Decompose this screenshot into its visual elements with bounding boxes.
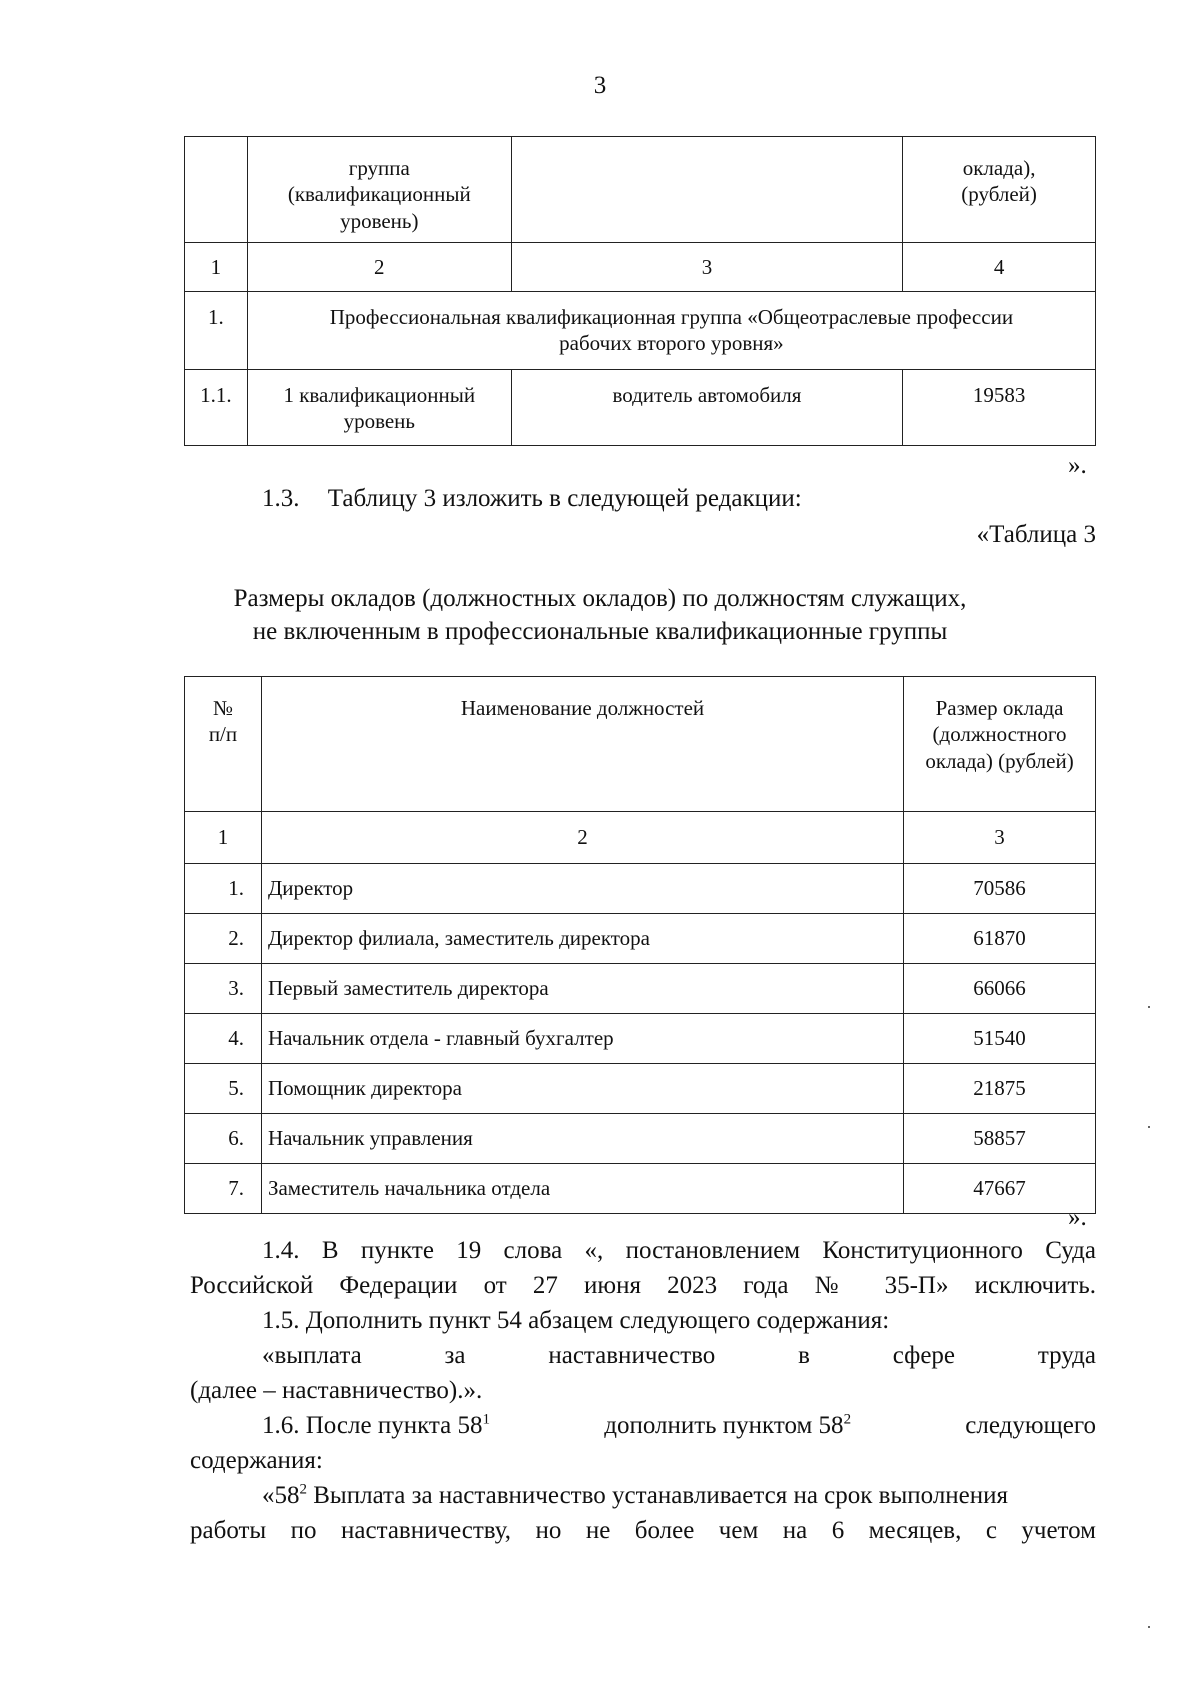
para-1-3 [262, 484, 802, 514]
column-number: 2 [261, 812, 903, 864]
row-salary: 21875 [904, 1064, 1096, 1114]
header-cell-num [185, 137, 248, 243]
row-level [247, 370, 511, 446]
row-num: 3. [185, 964, 262, 1014]
row-num: 6. [185, 1114, 262, 1164]
group-title-text: Профессиональная квалификационная группа «Общеотраслевые профессии рабочих второго уровня» [329, 305, 1014, 356]
column-number: 3 [904, 812, 1096, 864]
header-cell-group [247, 137, 511, 243]
row-salary: 19583 [903, 370, 1096, 446]
para-58-2-part-1: «58 [262, 1482, 300, 1509]
column-number: 3 [511, 243, 902, 292]
row-name: Начальник отдела - главный бухгалтер [261, 1014, 903, 1064]
header-cell-name: Наименование должностей [261, 677, 903, 812]
column-number-row [185, 243, 1096, 292]
table-row [185, 370, 1096, 446]
header-cell-salary [903, 137, 1096, 243]
para-1-4-line-2 [190, 1271, 1096, 1301]
para-58-2-line-1 [262, 1481, 1096, 1511]
row-position: водитель автомобиля [511, 370, 902, 446]
table-header-row [185, 677, 1096, 812]
row-num: 7. [185, 1164, 262, 1214]
row-salary: 70586 [904, 864, 1096, 914]
group-num: 1. [185, 292, 248, 370]
table-row [185, 1114, 1096, 1164]
header-group-text: группа (квалификационный уровень) [287, 156, 471, 233]
para-1-3-num: 1.3. [262, 485, 300, 512]
table-row [185, 1164, 1096, 1214]
para-1-6-part-2: дополнить пунктом 58 [604, 1412, 844, 1439]
row-name: Начальник управления [261, 1114, 903, 1164]
row-salary: 66066 [904, 964, 1096, 1014]
table-header-row [185, 137, 1096, 243]
row-num: 1. [185, 864, 262, 914]
column-number: 1 [185, 812, 262, 864]
scan-speck [1148, 1626, 1150, 1628]
header-cell-salary [904, 677, 1096, 812]
header-salary-text: Размер оклада (должностного оклада) (рублей) [925, 696, 1074, 773]
page-number: 3 [593, 72, 607, 99]
table-row [185, 964, 1096, 1014]
para-1-6-part-3: следующего [965, 1412, 1096, 1439]
row-name: Заместитель начальника отдела [261, 1164, 903, 1214]
table-2-continuation [184, 136, 1096, 446]
group-row [185, 292, 1096, 370]
superscript: 1 [482, 1411, 490, 1428]
column-number-row [185, 812, 1096, 864]
row-name: Директор филиала, заместитель директора [261, 914, 903, 964]
table-3-title-line-1: Размеры окладов (должностных окладов) по должностям служащих, [233, 585, 967, 612]
para-1-6-line-1 [262, 1411, 1096, 1441]
row-name: Директор [261, 864, 903, 914]
column-number: 1 [185, 243, 248, 292]
para-1-3-text: Таблицу 3 изложить в следующей редакции: [327, 485, 802, 512]
table-3-end-quote: ». [1068, 1204, 1087, 1231]
column-number: 4 [903, 243, 1096, 292]
superscript: 2 [299, 1481, 307, 1498]
header-num-text: № п/п [208, 696, 238, 747]
table-3 [184, 676, 1096, 1214]
table-3-title-line-2: не включенным в профессиональные квалификационные группы [252, 618, 948, 645]
table-row [185, 1014, 1096, 1064]
row-level-text: 1 квалификационный уровень [283, 383, 476, 434]
row-num: 5. [185, 1064, 262, 1114]
row-salary: 58857 [904, 1114, 1096, 1164]
table-2-end-quote: ». [1068, 452, 1087, 479]
row-salary: 47667 [904, 1164, 1096, 1214]
para-1-5-line-2 [262, 1341, 1096, 1371]
group-title [247, 292, 1095, 370]
row-name: Первый заместитель директора [261, 964, 903, 1014]
row-name: Помощник директора [261, 1064, 903, 1114]
para-58-2-part-2: Выплата за наставничество устанавливается на срок выполнения [307, 1482, 1009, 1509]
para-1-5-line-3: (далее – наставничество).». [190, 1377, 483, 1404]
row-salary: 51540 [904, 1014, 1096, 1064]
scan-speck [1148, 1126, 1150, 1128]
table-row [185, 864, 1096, 914]
row-salary: 61870 [904, 914, 1096, 964]
para-1-5-line-2-text: «выплата за наставничество в сфере труда [262, 1342, 1096, 1369]
column-number: 2 [247, 243, 511, 292]
para-1-4-line-2-text: Российской Федерации от 27 июня 2023 года № 35-П» исключить. [190, 1272, 1096, 1299]
table-3-label: «Таблица 3 [976, 521, 1096, 548]
header-salary-text: оклада), (рублей) [961, 156, 1037, 207]
para-58-2-line-2-text: работы по наставничеству, но не более чем на 6 месяцев, с учетом [190, 1517, 1096, 1544]
table-row [185, 914, 1096, 964]
para-1-6-segment [262, 1411, 490, 1441]
row-num: 1.1. [185, 370, 248, 446]
para-1-4-line-1-text: 1.4. В пункте 19 слова «, постановлением Конституционного Суда [262, 1237, 1096, 1264]
row-num: 4. [185, 1014, 262, 1064]
para-58-2-line-2 [190, 1516, 1096, 1546]
para-1-5-line-1: 1.5. Дополнить пункт 54 абзацем следующего содержания: [262, 1307, 890, 1334]
para-1-6-part-1: 1.6. После пункта 58 [262, 1412, 483, 1439]
row-num: 2. [185, 914, 262, 964]
para-1-4-line-1 [262, 1236, 1096, 1266]
header-cell-num [185, 677, 262, 812]
scan-speck [1148, 1006, 1150, 1008]
superscript: 2 [843, 1411, 852, 1428]
para-1-6-line-2: содержания: [190, 1447, 323, 1474]
header-cell-position [511, 137, 902, 243]
table-row [185, 1064, 1096, 1114]
para-1-6-segment [604, 1411, 851, 1441]
